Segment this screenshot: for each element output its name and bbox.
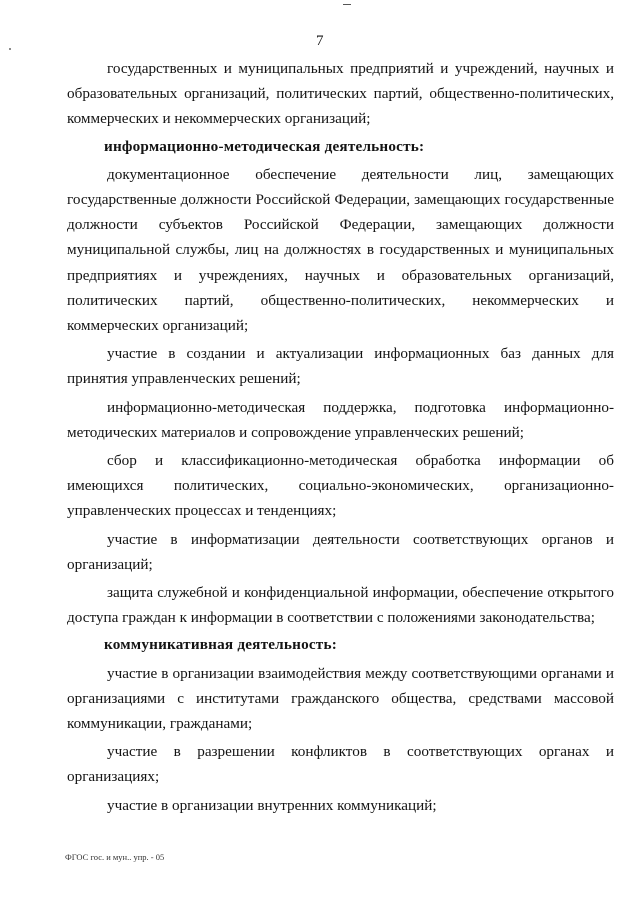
- footer-code: ФГОС гос. и мун.. упр. - 05: [65, 852, 165, 862]
- list-item: сбор и классификационно-методическая обработка информации об имеющихся политических, социально-экономических, организационно-управленческих процессах и тенденциях;: [67, 452, 614, 520]
- list-item: участие в организации взаимодействия между соответствующими органами и организациями с институтами гражданского общества, средствами массовой коммуникации, гражданами;: [67, 664, 614, 733]
- section-heading-informational: информационно-методическая деятельность:: [104, 137, 425, 155]
- paragraph-continuation: государственных и муниципальных предприятий и учреждений, научных и образовательных организаций, политических партий, общественно-политических, коммерческих и некоммерческих организаций;: [67, 60, 614, 128]
- list-item: документационное обеспечение деятельности лиц, замещающих государственные должности Российской Федерации, замещающих государственные должности субъектов Российской Федерации, замещающих должности муниципальной службы, лиц на должностях в государственных и муниципальных предприятиях и учреждениях, научных и образовательных организаций, политических партий, общественно-политических, некоммерческих и коммерческих организаций;: [67, 165, 614, 335]
- scan-artifact: [343, 4, 351, 5]
- document-body: [67, 56, 614, 818]
- list-item: информационно-методическая поддержка, подготовка информационно-методических материалов и сопровождение управленческих решений;: [67, 398, 614, 441]
- list-item: участие в информатизации деятельности соответствующих органов и организаций;: [67, 530, 614, 573]
- list-item: участие в создании и актуализации информационных баз данных для принятия управленческих решений;: [67, 345, 614, 388]
- page-number: 7: [316, 33, 324, 49]
- list-item: участие в организации внутренних коммуникаций;: [107, 796, 437, 814]
- section-heading-communicative: коммуникативная деятельность:: [104, 636, 337, 654]
- list-item: защита служебной и конфиденциальной информации, обеспечение открытого доступа граждан к информации в соответствии с положениями законодательства;: [67, 584, 614, 627]
- list-item: участие в разрешении конфликтов в соответствующих органах и организациях;: [67, 743, 614, 786]
